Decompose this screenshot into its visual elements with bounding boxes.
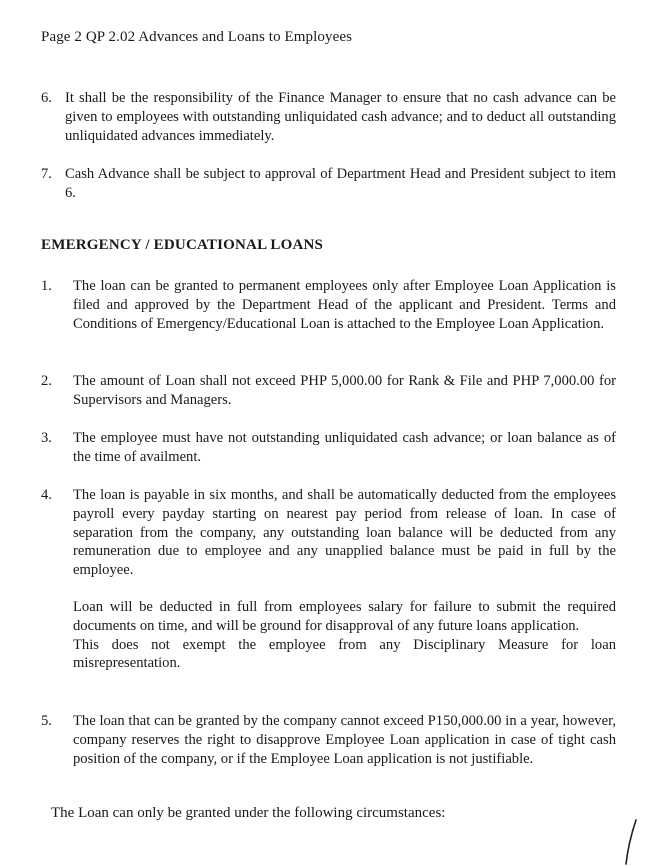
item-text: Cash Advance shall be subject to approval of Department Head and President subject to item 6. bbox=[65, 166, 616, 201]
item-text: The employee must have not outstanding unliquidated cash advance; or loan balance as of the time of availment. bbox=[73, 430, 616, 465]
loan-item-3 bbox=[41, 429, 616, 467]
item-number: 7. bbox=[41, 166, 52, 182]
item-text: It shall be the responsibility of the Finance Manager to ensure that no cash advance can be given to employees with outstanding unliquidated cash advance; and to deduct all outstanding unliquidated advances immediately. bbox=[65, 90, 616, 144]
item-text: The loan can be granted to permanent employees only after Employee Loan Application is filed and approved by the Department Head of the applicant and President. Terms and Conditions of Emergency/Educational Loan is attached to the Employee Loan Application. bbox=[73, 278, 616, 332]
item-number: 5. bbox=[41, 713, 52, 729]
item-text: The amount of Loan shall not exceed PHP 5,000.00 for Rank & File and PHP 7,000.00 for Supervisors and Managers. bbox=[73, 373, 616, 408]
loan-item-5 bbox=[41, 712, 616, 768]
page-header: Page 2 QP 2.02 Advances and Loans to Employees bbox=[41, 29, 353, 45]
loan-item-2 bbox=[41, 372, 616, 410]
section-heading: EMERGENCY / EDUCATIONAL LOANS bbox=[41, 237, 324, 253]
item-number: 3. bbox=[41, 430, 52, 446]
list-item-6 bbox=[41, 89, 616, 145]
item-text: The loan that can be granted by the company cannot exceed P150,000.00 in a year, however, company reserves the right to disapprove Employee Loan application in case of tight cash position of the company, or if the Employee Loan application is not justifiable. bbox=[73, 713, 616, 767]
item-extra-paragraph-2: This does not exempt the employee from any Disciplinary Measure for loan misrepresentation. bbox=[73, 636, 616, 672]
closing-sentence: The Loan can only be granted under the following circumstances: bbox=[51, 805, 446, 821]
loan-item-1 bbox=[41, 277, 616, 333]
item-number: 2. bbox=[41, 373, 52, 389]
item-text: The loan is payable in six months, and shall be automatically deducted from the employees payroll every payday starting on nearest pay period from release of loan. In case of separation from the company, any outstanding loan balance will be deducted from any remuneration due to employee and any unapplied balance must be paid in full by the employee. bbox=[73, 487, 616, 579]
item-number: 4. bbox=[41, 487, 52, 503]
item-extra-paragraph: Loan will be deducted in full from employees salary for failure to submit the required documents on time, and will be ground for disapproval of any future loans application. bbox=[73, 598, 616, 634]
list-item-7 bbox=[41, 165, 616, 203]
loan-item-4 bbox=[41, 486, 616, 673]
pen-mark bbox=[618, 818, 642, 866]
item-number: 1. bbox=[41, 278, 52, 294]
item-number: 6. bbox=[41, 90, 52, 106]
